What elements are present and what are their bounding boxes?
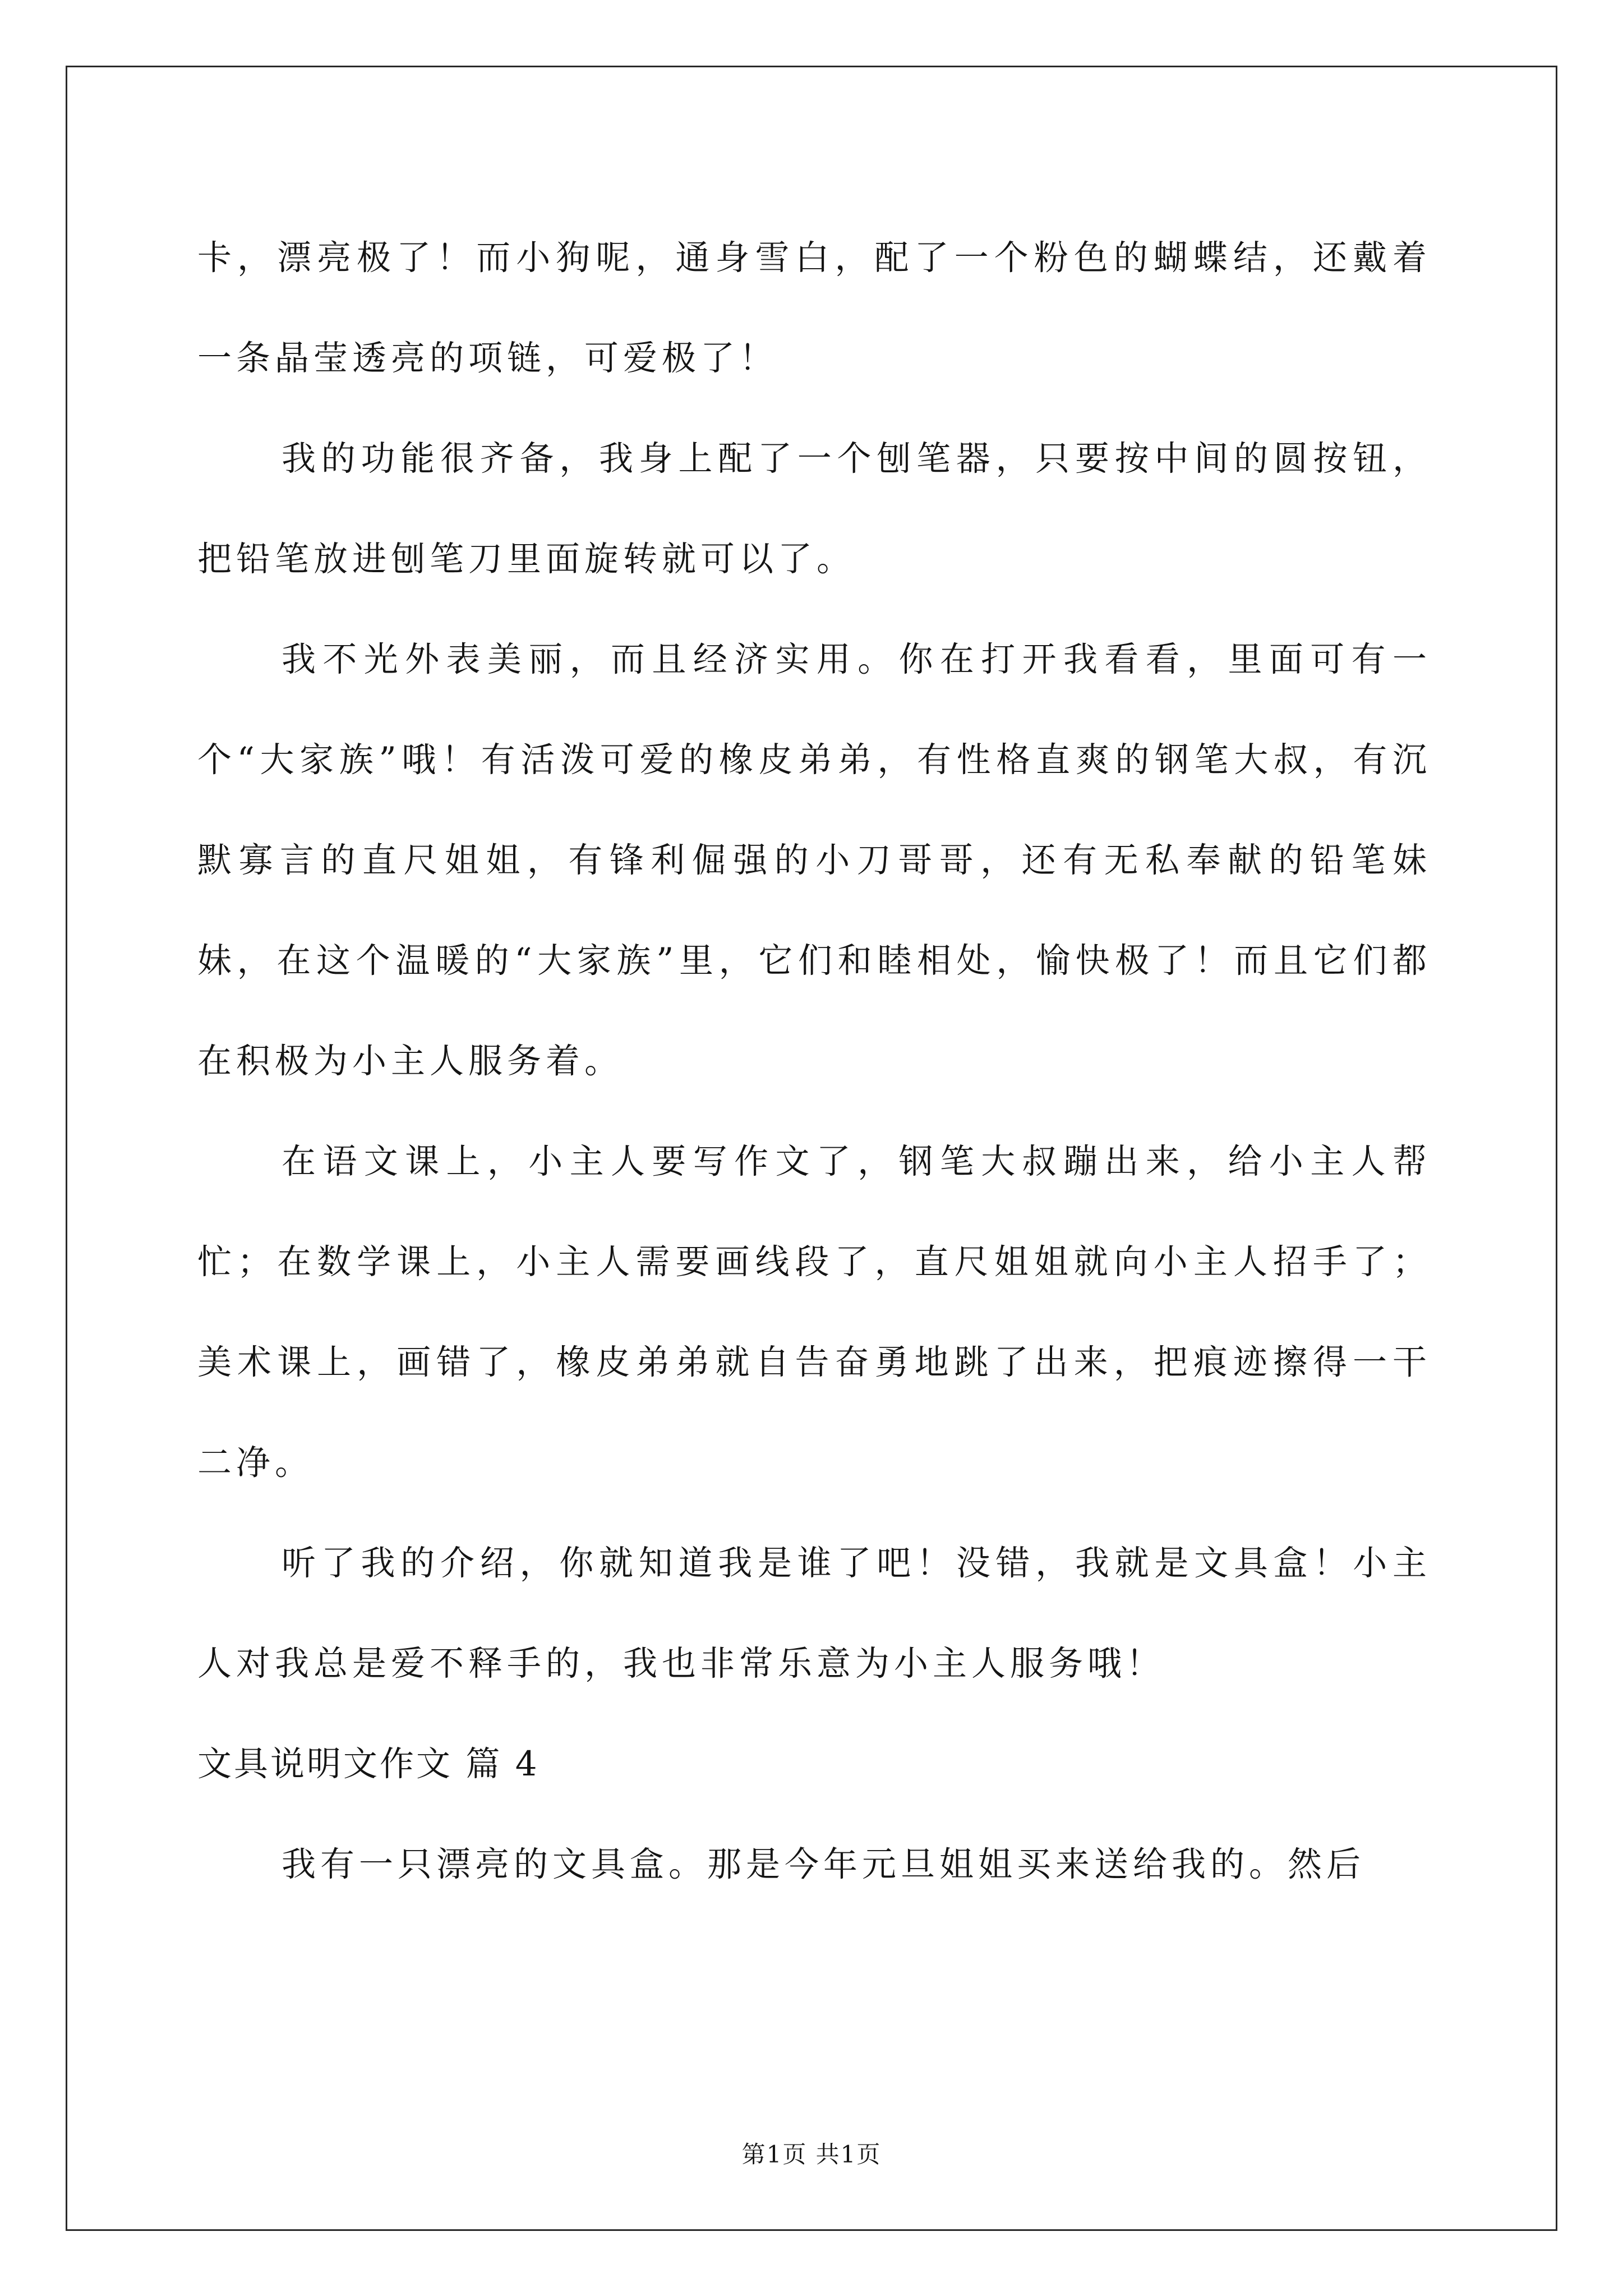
document-body: [197, 208, 1431, 1915]
paragraph-2: 我的功能很齐备，我身上配了一个刨笔器，只要按中间的圆按钮，把铅笔放进刨笔刀里面旋转就可以了。: [197, 439, 1431, 579]
section-heading: 文具说明文作文 篇 4: [197, 1744, 540, 1784]
paragraph-4: 在语文课上，小主人要写作文了，钢笔大叔蹦出来，给小主人帮忙；在数学课上，小主人需要画线段了，直尺姐姐就向小主人招手了；美术课上，画错了，橡皮弟弟就自告奋勇地跳了出来，把痕迹擦得一干二净。: [197, 1142, 1431, 1483]
paragraph-5: 听了我的介绍，你就知道我是谁了吧！没错，我就是文具盒！小主人对我总是爱不释手的，我也非常乐意为小主人服务哦！: [197, 1543, 1431, 1683]
paragraph-1: 卡，漂亮极了！而小狗呢，通身雪白，配了一个粉色的蝴蝶结，还戴着一条晶莹透亮的项链，可爱极了！: [197, 238, 1431, 378]
paragraph-3: 我不光外表美丽，而且经济实用。你在打开我看看，里面可有一个“大家族”哦！有活泼可爱的橡皮弟弟，有性格直爽的钢笔大叔，有沉默寡言的直尺姐姐，有锋利倔强的小刀哥哥，还有无私奉献的铅笔妹妹，在这个温暖的“大家族”里，它们和睦相处，愉快极了！而且它们都在积极为小主人服务着。: [197, 639, 1431, 1081]
paragraph-6: 我有一只漂亮的文具盒。那是今年元旦姐姐买来送给我的。然后: [282, 1844, 1366, 1884]
page-footer: 第1页 共1页: [741, 2141, 882, 2168]
